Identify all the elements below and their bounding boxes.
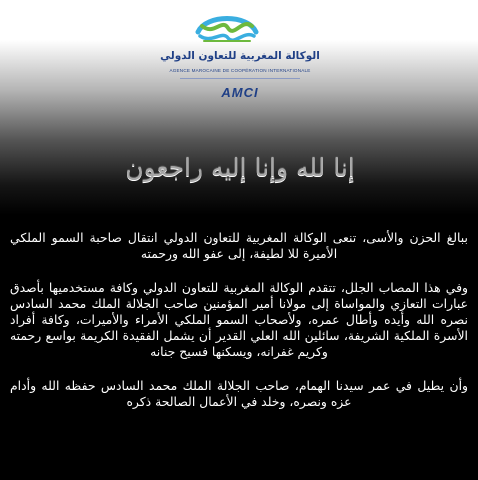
logo-abbreviation: AMCI (221, 85, 259, 100)
quranic-verse: إنا لله وإنا إليه راجعون (125, 153, 355, 182)
condolence-text (10, 230, 468, 428)
logo-divider (180, 78, 300, 79)
logo-french-name: AGENCE MAROCAINE DE COOPÉRATION INTERNATIONALE (169, 68, 311, 73)
paragraph-prayer: وأن يطيل في عمر سيدنا الهمام، صاحب الجلالة الملك محمد السادس حفظه الله وأدام عزه ونصره، وخلد في الأعمال الصالحة ذكره (10, 378, 468, 409)
amci-logo (150, 10, 330, 125)
logo-arabic-name: الوكالة المغربية للتعاون الدولي (160, 50, 320, 62)
paragraph-announcement: ببالغ الحزن والأسى، تنعى الوكالة المغربية للتعاون الدولي انتقال صاحبة السمو الملكي الأميرة للا لطيفة، إلى عفو الله ورحمته (10, 230, 468, 261)
paragraph-condolences: وفي هذا المصاب الجلل، تتقدم الوكالة المغربية للتعاون الدولي وكافة مستخدميها بأصدق عبارات التعازي والمواساة إلى مولانا أمير المؤمنين صاحب الجلالة الملك محمد السادس نصره الله وأيده وأطال عمره، ولأصحاب السمو الملكي الأمراء والأميرات، وكافة أفراد الأسرة الملكية الشريفة، سائلين الله العلي القدير أن يشمل الفقيدة الكريمة بواسع رحمته وكريم غفرانه، ويسكنها فسيح جنانه (10, 280, 468, 359)
amci-emblem-icon (192, 10, 262, 48)
